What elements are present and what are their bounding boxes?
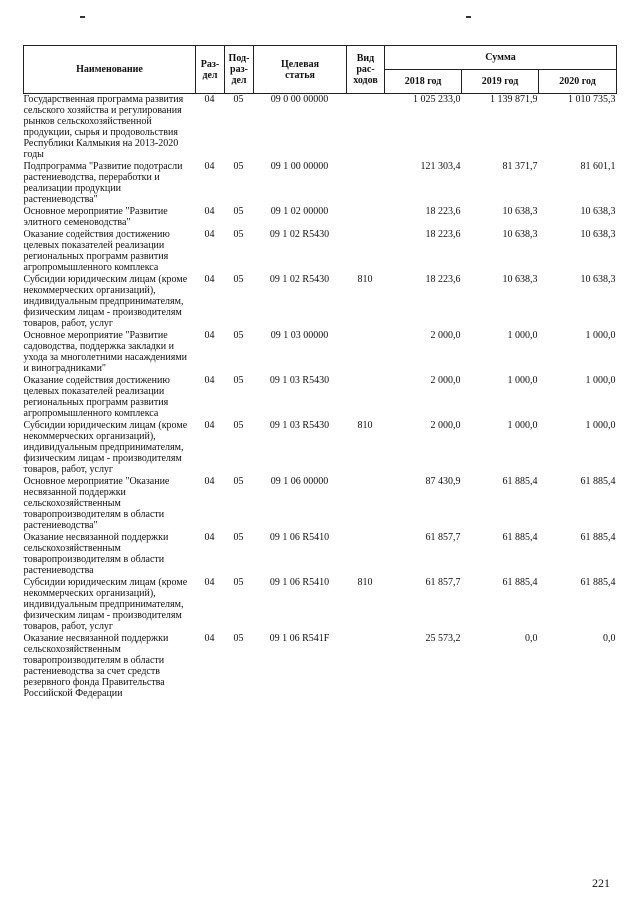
table-row bbox=[24, 420, 617, 476]
row-sum-2019: 61 885,4 bbox=[502, 532, 538, 543]
row-target: 09 1 02 R5430 bbox=[269, 229, 330, 240]
row-sum-2019: 10 638,3 bbox=[502, 229, 538, 240]
row-podrazdel: 05 bbox=[233, 229, 244, 240]
row-podrazdel: 05 bbox=[233, 420, 244, 431]
budget-table bbox=[23, 45, 617, 700]
header-2020: 2020 год bbox=[539, 70, 617, 94]
row-target: 09 0 00 00000 bbox=[270, 94, 329, 105]
row-name: Оказание содействия достижению целевых показателей реализации региональных программ развития агропромышленного комплекса bbox=[23, 229, 170, 273]
row-target: 09 1 03 R5430 bbox=[269, 420, 330, 431]
header-2018: 2018 год bbox=[385, 70, 462, 94]
row-sum-2020: 10 638,3 bbox=[580, 274, 616, 285]
row-sum-2018: 18 223,6 bbox=[425, 229, 461, 240]
row-sum-2018: 2 000,0 bbox=[430, 420, 461, 431]
row-name: Субсидии юридическим лицам (кроме некоммерческих организаций), индивидуальным предпринимателям, физическим лицам - производителям товаров, работ, услуг bbox=[23, 577, 188, 632]
row-podrazdel: 05 bbox=[233, 633, 244, 644]
table-body bbox=[24, 94, 617, 701]
row-podrazdel: 05 bbox=[233, 330, 244, 341]
table-row bbox=[24, 532, 617, 577]
row-name: Оказание содействия достижению целевых показателей реализации региональных программ развития агропромышленного комплекса bbox=[23, 375, 170, 419]
row-sum-2018: 2 000,0 bbox=[430, 375, 461, 386]
row-name: Государственная программа развития сельского хозяйства и регулирования рынков сельскохозяйственной продукции, сырья и продовольствия Республики Калмыкия на 2013-2020 годы bbox=[23, 94, 184, 160]
row-vid: 810 bbox=[357, 274, 373, 285]
row-vid bbox=[347, 532, 385, 577]
row-vid bbox=[347, 633, 385, 700]
row-sum-2020: 0,0 bbox=[603, 633, 616, 644]
table-row bbox=[24, 229, 617, 274]
row-podrazdel: 05 bbox=[233, 476, 244, 487]
row-sum-2019: 0,0 bbox=[525, 633, 538, 644]
row-razdel: 04 bbox=[204, 330, 215, 341]
row-sum-2020: 1 000,0 bbox=[585, 375, 616, 386]
row-razdel: 04 bbox=[204, 420, 215, 431]
row-sum-2019: 1 000,0 bbox=[507, 330, 538, 341]
row-vid bbox=[347, 229, 385, 274]
row-razdel: 04 bbox=[204, 161, 215, 172]
row-sum-2019: 1 000,0 bbox=[507, 375, 538, 386]
header-razdel: Раз- дел bbox=[196, 46, 225, 94]
table-row bbox=[24, 577, 617, 633]
row-target: 09 1 06 R5410 bbox=[269, 532, 330, 543]
row-sum-2020: 1 000,0 bbox=[585, 420, 616, 431]
table-row bbox=[24, 330, 617, 375]
row-sum-2020: 61 885,4 bbox=[580, 532, 616, 543]
header-2019: 2019 год bbox=[462, 70, 539, 94]
row-target: 09 1 03 R5430 bbox=[269, 375, 330, 386]
row-target: 09 1 03 00000 bbox=[270, 330, 329, 341]
row-vid bbox=[347, 94, 385, 162]
row-sum-2018: 18 223,6 bbox=[425, 206, 461, 217]
row-sum-2020: 81 601,1 bbox=[580, 161, 616, 172]
row-razdel: 04 bbox=[204, 577, 215, 588]
row-podrazdel: 05 bbox=[233, 94, 244, 105]
table-row bbox=[24, 206, 617, 229]
table-row bbox=[24, 94, 617, 162]
table-row bbox=[24, 274, 617, 330]
row-sum-2019: 61 885,4 bbox=[502, 476, 538, 487]
row-name: Основное мероприятие "Оказание несвязанной поддержки сельскохозяйственным товаропроизводителям в области растениеводства" bbox=[23, 476, 170, 531]
row-sum-2018: 2 000,0 bbox=[430, 330, 461, 341]
row-vid bbox=[347, 330, 385, 375]
row-sum-2020: 61 885,4 bbox=[580, 476, 616, 487]
row-vid bbox=[347, 206, 385, 229]
row-sum-2019: 10 638,3 bbox=[502, 274, 538, 285]
row-sum-2020: 10 638,3 bbox=[580, 206, 616, 217]
row-sum-2019: 10 638,3 bbox=[502, 206, 538, 217]
row-name: Субсидии юридическим лицам (кроме некоммерческих организаций), индивидуальным предпринимателям, физическим лицам - производителям товаров, работ, услуг bbox=[23, 420, 188, 475]
row-podrazdel: 05 bbox=[233, 532, 244, 543]
row-target: 09 1 02 00000 bbox=[270, 206, 329, 217]
row-vid bbox=[347, 375, 385, 420]
row-target: 09 1 00 00000 bbox=[270, 161, 329, 172]
row-sum-2018: 18 223,6 bbox=[425, 274, 461, 285]
header-target: Целевая статья bbox=[254, 46, 347, 94]
row-sum-2018: 121 303,4 bbox=[420, 161, 461, 172]
row-podrazdel: 05 bbox=[233, 375, 244, 386]
row-podrazdel: 05 bbox=[233, 577, 244, 588]
row-sum-2020: 1 000,0 bbox=[585, 330, 616, 341]
row-sum-2020: 10 638,3 bbox=[580, 229, 616, 240]
table-row bbox=[24, 375, 617, 420]
row-razdel: 04 bbox=[204, 206, 215, 217]
table-row bbox=[24, 633, 617, 700]
row-name: Подпрограмма "Развитие подотрасли растениеводства, переработки и реализации продукции растениеводства" bbox=[23, 161, 183, 205]
row-sum-2018: 61 857,7 bbox=[425, 577, 461, 588]
row-name: Основное мероприятие "Развитие элитного семеноводства" bbox=[23, 206, 168, 228]
table-row bbox=[24, 161, 617, 206]
header-summa: Сумма bbox=[385, 46, 617, 70]
table-row bbox=[24, 476, 617, 532]
row-podrazdel: 05 bbox=[233, 274, 244, 285]
row-name: Оказание несвязанной поддержки сельскохозяйственным товаропроизводителям в области растениеводства bbox=[23, 532, 169, 576]
row-sum-2018: 87 430,9 bbox=[425, 476, 461, 487]
row-razdel: 04 bbox=[204, 633, 215, 644]
row-razdel: 04 bbox=[204, 274, 215, 285]
row-sum-2019: 1 000,0 bbox=[507, 420, 538, 431]
row-podrazdel: 05 bbox=[233, 161, 244, 172]
row-vid bbox=[347, 476, 385, 532]
row-sum-2020: 61 885,4 bbox=[580, 577, 616, 588]
row-name: Оказание несвязанной поддержки сельскохозяйственным товаропроизводителям в области растениеводства за счет средств резервного фонда Правительства Российской Федерации bbox=[23, 633, 169, 699]
row-vid: 810 bbox=[357, 420, 373, 431]
page-number: 221 bbox=[592, 876, 610, 890]
header-podrazdel: Под- раз- дел bbox=[225, 46, 254, 94]
row-razdel: 04 bbox=[204, 229, 215, 240]
row-razdel: 04 bbox=[204, 476, 215, 487]
row-podrazdel: 05 bbox=[233, 206, 244, 217]
row-vid: 810 bbox=[357, 577, 373, 588]
row-target: 09 1 06 00000 bbox=[270, 476, 329, 487]
row-vid bbox=[347, 161, 385, 206]
row-sum-2018: 25 573,2 bbox=[425, 633, 461, 644]
header-name: Наименование bbox=[24, 46, 196, 94]
scan-mark-right bbox=[466, 16, 471, 18]
row-name: Субсидии юридическим лицам (кроме некоммерческих организаций), индивидуальным предпринимателям, физическим лицам - производителям товаров, работ, услуг bbox=[23, 274, 188, 329]
row-sum-2019: 61 885,4 bbox=[502, 577, 538, 588]
row-sum-2019: 1 139 871,9 bbox=[490, 94, 538, 105]
row-target: 09 1 06 R541F bbox=[269, 633, 330, 644]
scan-mark-left bbox=[80, 16, 85, 18]
row-sum-2020: 1 010 735,3 bbox=[568, 94, 616, 105]
row-target: 09 1 06 R5410 bbox=[269, 577, 330, 588]
row-razdel: 04 bbox=[204, 532, 215, 543]
row-sum-2018: 61 857,7 bbox=[425, 532, 461, 543]
row-sum-2019: 81 371,7 bbox=[502, 161, 538, 172]
row-target: 09 1 02 R5430 bbox=[269, 274, 330, 285]
header-vid: Вид рас- ходов bbox=[347, 46, 385, 94]
row-razdel: 04 bbox=[204, 375, 215, 386]
row-name: Основное мероприятие "Развитие садоводства, поддержка закладки и ухода за многолетними насаждениями и виноградниками" bbox=[23, 330, 188, 374]
row-razdel: 04 bbox=[204, 94, 215, 105]
row-sum-2018: 1 025 233,0 bbox=[413, 94, 461, 105]
